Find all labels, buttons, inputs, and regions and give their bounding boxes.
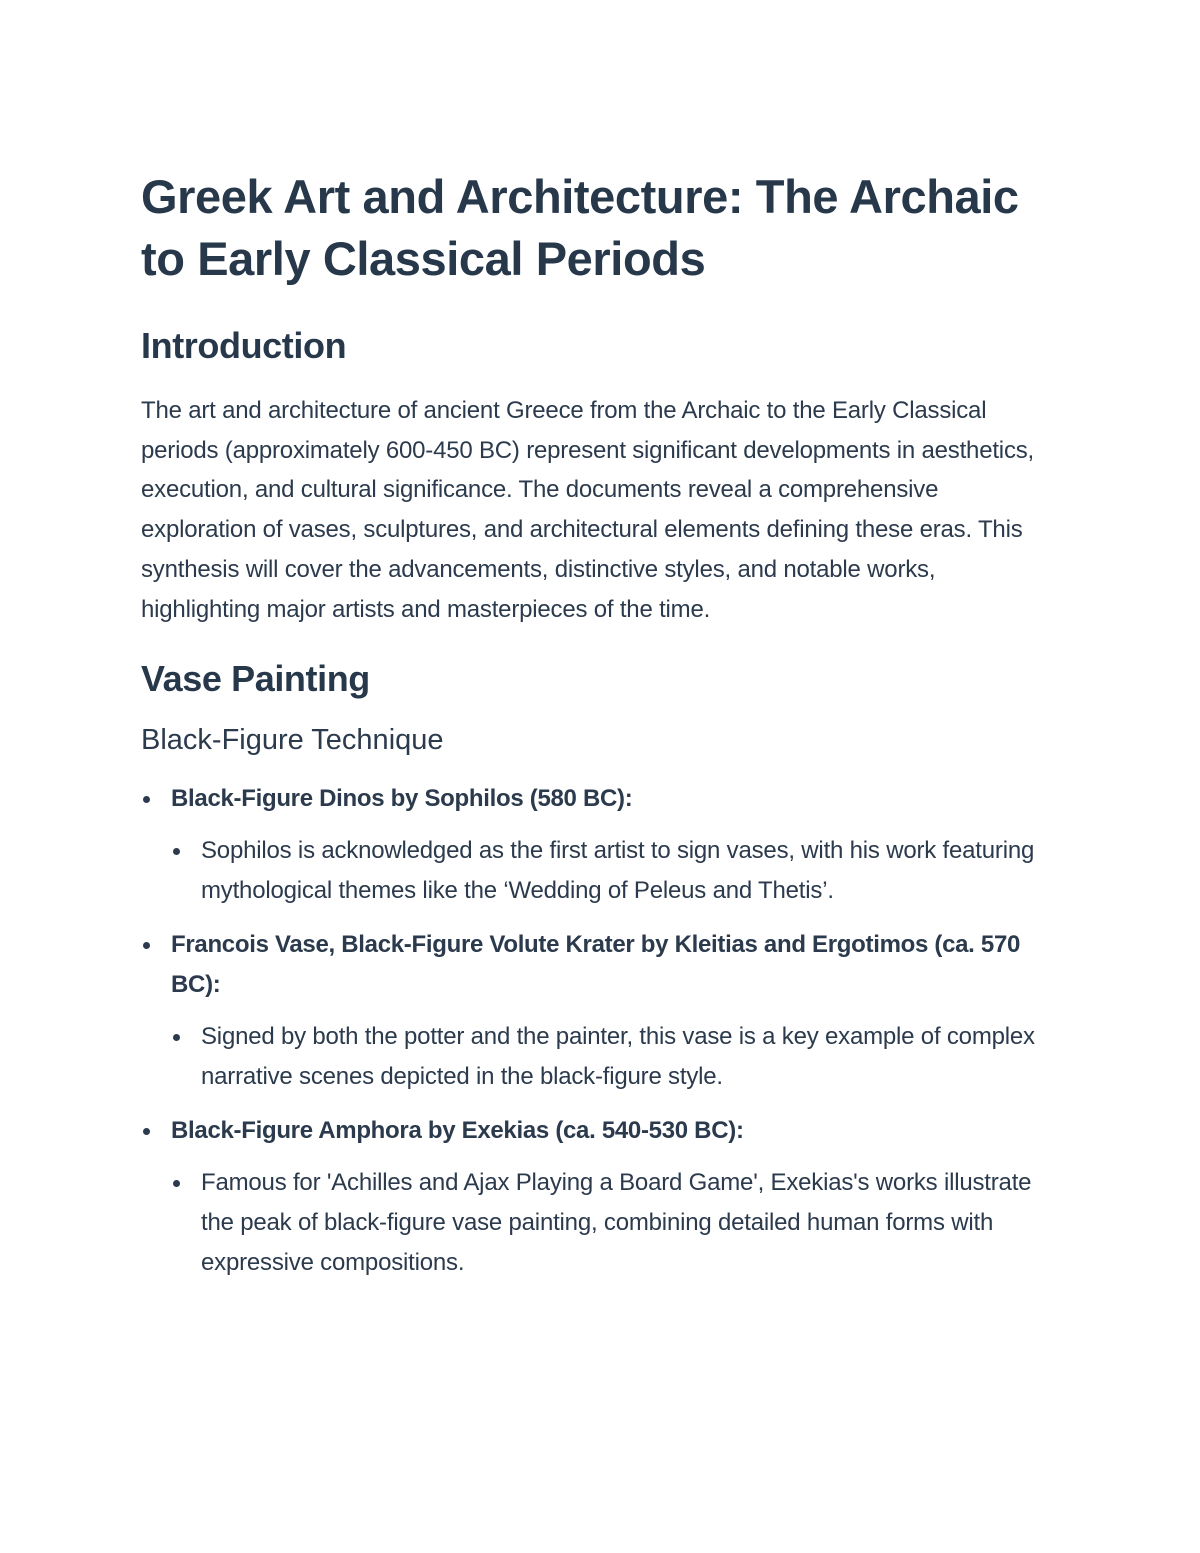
bullet-icon — [143, 1128, 150, 1135]
black-figure-heading: Black-Figure Technique — [141, 724, 444, 757]
list-item-title: Francois Vase, Black-Figure Volute Krater by Kleitias and Ergotimos (ca. 570 BC): — [171, 931, 1021, 999]
introduction-paragraph: The art and architecture of ancient Greece from the Archaic to the Early Classical periods (approximately 600-450 BC) represent significant developments in aesthetics, execution, and cultural significance. The documents reveal a comprehensive exploration of vases, sculptures, and architectural elements defining these eras. This synthesis will cover the advancements, distinctive styles, and notable works, highlighting major artists and masterpieces of the time. — [141, 397, 1035, 623]
bullet-icon — [143, 796, 150, 803]
sub-list-item — [171, 1163, 1051, 1283]
sub-list — [171, 831, 1051, 911]
black-figure-list — [141, 779, 1051, 1283]
bullet-icon — [173, 1180, 180, 1187]
list-item — [141, 779, 1051, 911]
vase-painting-heading: Vase Painting — [141, 658, 370, 700]
bullet-icon — [173, 1034, 180, 1041]
page-title: Greek Art and Architecture: The Archaic to Early Classical Periods — [141, 170, 1019, 285]
sub-list-item — [171, 831, 1051, 911]
list-item — [141, 1111, 1051, 1283]
list-item — [141, 925, 1051, 1097]
list-item-description: Signed by both the potter and the painter, this vase is a key example of complex narrative scenes depicted in the black-figure style. — [201, 1023, 1035, 1091]
sub-list — [171, 1163, 1051, 1283]
bullet-icon — [143, 942, 150, 949]
sub-list — [171, 1017, 1051, 1097]
bullet-icon — [173, 848, 180, 855]
sub-list-item — [171, 1017, 1051, 1097]
introduction-heading: Introduction — [141, 325, 347, 366]
list-item-title: Black-Figure Dinos by Sophilos (580 BC): — [171, 785, 633, 813]
list-item-description: Famous for 'Achilles and Ajax Playing a Board Game', Exekias's works illustrate the peak of black-figure vase painting, combining detailed human forms with expressive compositions. — [201, 1169, 1032, 1277]
document-page — [141, 166, 1051, 1297]
list-item-title: Black-Figure Amphora by Exekias (ca. 540-530 BC): — [171, 1117, 744, 1145]
list-item-description: Sophilos is acknowledged as the first artist to sign vases, with his work featuring mythological themes like the ‘Wedding of Peleus and Thetis’. — [201, 837, 1035, 905]
